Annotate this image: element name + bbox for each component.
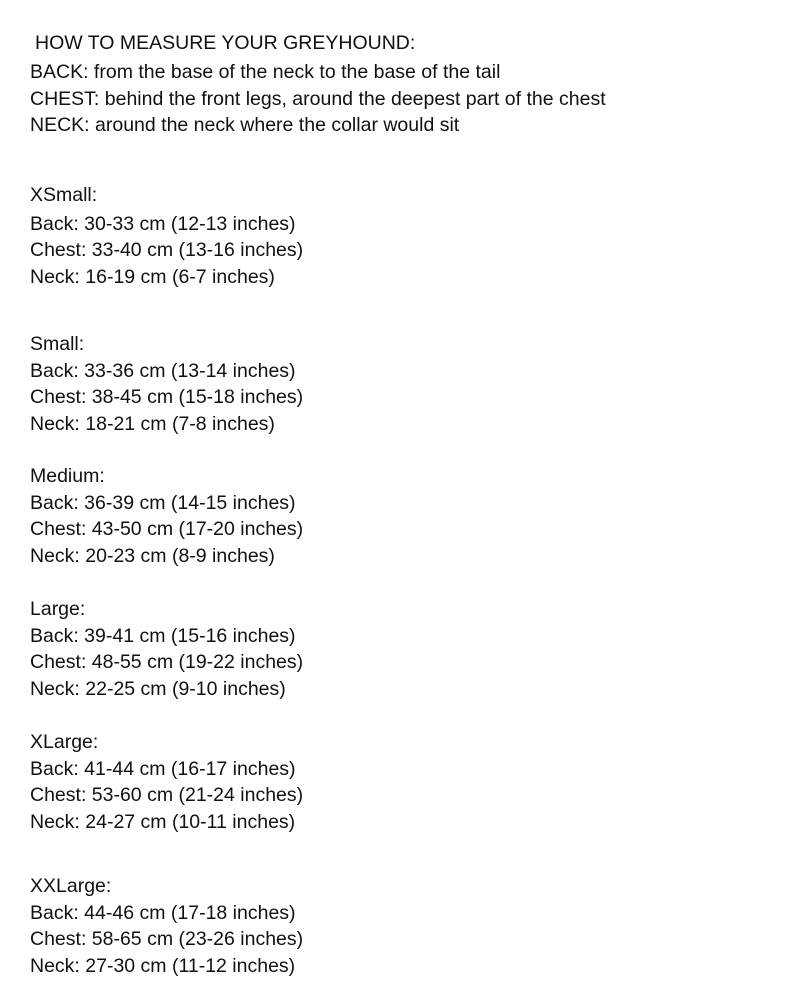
page-title: HOW TO MEASURE YOUR GREYHOUND: (35, 32, 416, 54)
size-section-xlarge (30, 729, 303, 835)
measuring-instructions (30, 59, 606, 139)
neck-measurement: Neck: 18-21 cm (7-8 inches) (30, 412, 275, 435)
chest-measurement: Chest: 33-40 cm (13-16 inches) (30, 239, 304, 261)
size-section-small (30, 331, 303, 437)
size-section-medium (30, 463, 303, 569)
size-heading: XXLarge: (30, 875, 112, 897)
back-measurement: Back: 39-41 cm (15-16 inches) (30, 624, 296, 647)
back-measurement: Back: 30-33 cm (12-13 inches) (30, 212, 296, 235)
chest-measurement: Chest: 48-55 cm (19-22 inches) (30, 651, 304, 673)
size-heading: Large: (30, 598, 86, 620)
neck-measurement: Neck: 22-25 cm (9-10 inches) (30, 677, 286, 700)
instruction-neck: NECK: around the neck where the collar would sit (30, 114, 460, 136)
neck-measurement: Neck: 16-19 cm (6-7 inches) (30, 265, 275, 288)
size-heading: XSmall: (30, 184, 98, 206)
chest-measurement: Chest: 53-60 cm (21-24 inches) (30, 784, 304, 806)
instruction-back: BACK: from the base of the neck to the base of the tail (30, 61, 501, 83)
size-section-large (30, 596, 303, 702)
size-section-xsmall (30, 182, 303, 290)
neck-measurement: Neck: 24-27 cm (10-11 inches) (30, 810, 296, 833)
size-section-xxlarge (30, 873, 303, 979)
instruction-chest: CHEST: behind the front legs, around the deepest part of the chest (30, 87, 606, 110)
neck-measurement: Neck: 20-23 cm (8-9 inches) (30, 544, 275, 567)
size-heading: Small: (30, 333, 85, 355)
neck-measurement: Neck: 27-30 cm (11-12 inches) (30, 954, 296, 977)
back-measurement: Back: 41-44 cm (16-17 inches) (30, 757, 296, 780)
back-measurement: Back: 44-46 cm (17-18 inches) (30, 901, 296, 924)
size-heading: XLarge: (30, 731, 99, 753)
size-heading: Medium: (30, 465, 105, 487)
back-measurement: Back: 33-36 cm (13-14 inches) (30, 359, 296, 382)
chest-measurement: Chest: 58-65 cm (23-26 inches) (30, 928, 304, 950)
chest-measurement: Chest: 43-50 cm (17-20 inches) (30, 518, 304, 540)
chest-measurement: Chest: 38-45 cm (15-18 inches) (30, 386, 304, 408)
back-measurement: Back: 36-39 cm (14-15 inches) (30, 491, 296, 514)
